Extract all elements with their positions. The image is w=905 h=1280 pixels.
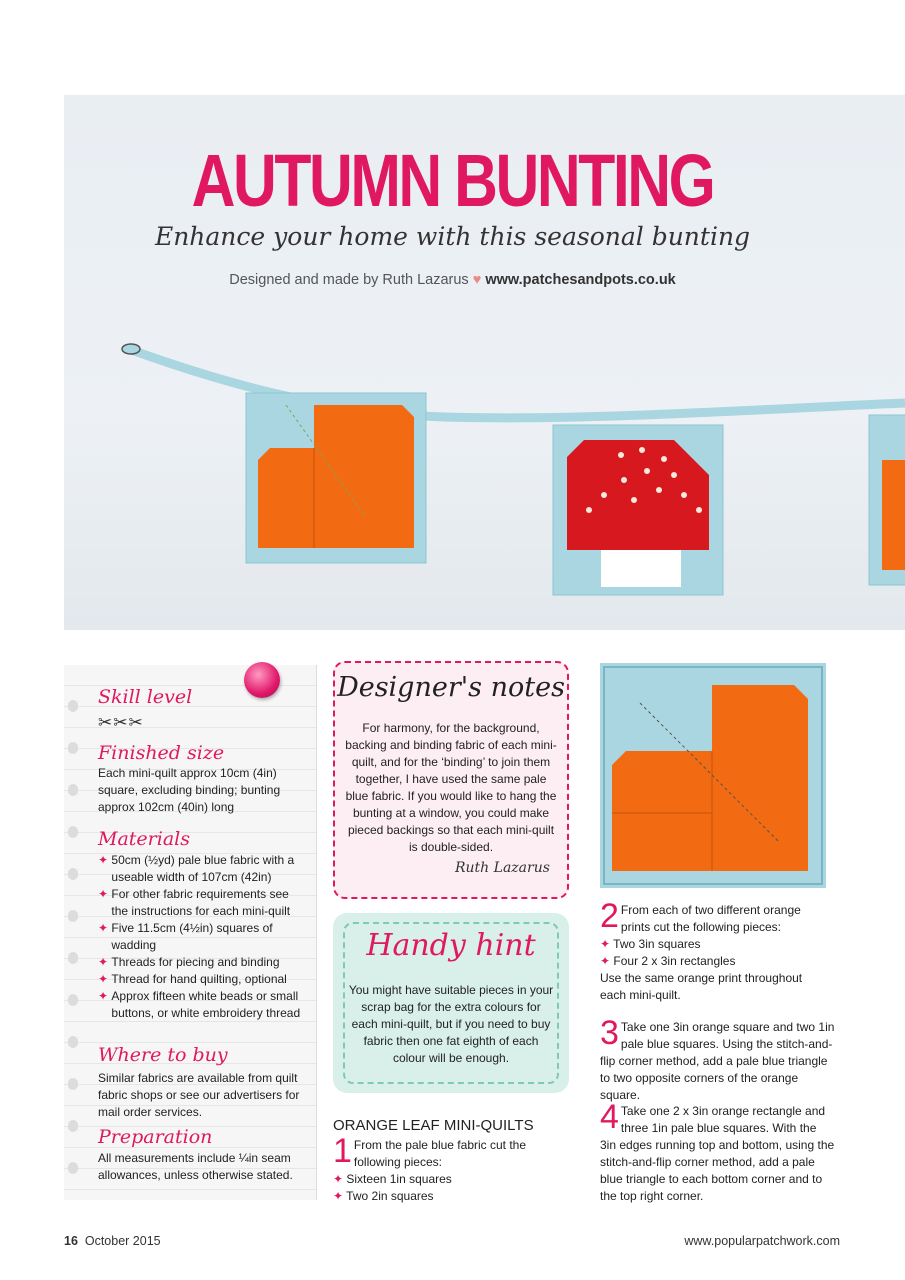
footer-url[interactable]: www.popularpatchwork.com — [684, 1234, 840, 1248]
notebook-holes — [64, 680, 78, 1200]
step-number: 4 — [600, 1098, 619, 1136]
designers-notes-text: For harmony, for the background, backing and binding fabric of each mini-quilt, and for the ‘binding’ to join them together, I have used the same pale blue fabric. If you would like to hang the bunting at a window, you could make pieced backings so that each mini-quilt is double-sided. — [345, 721, 557, 854]
list-item: ✦ Four 2 x 3in rectangles — [600, 954, 736, 968]
step-number: 2 — [600, 897, 619, 935]
handy-hint-heading: Handy hint — [366, 928, 536, 963]
designers-notes-heading: Designer's notes — [337, 672, 565, 703]
list-item: ✦ 50cm (½yd) pale blue fabric with a useable width of 107cm (42in) — [98, 853, 295, 884]
designer-url[interactable]: www.patchesandpots.co.uk — [485, 272, 676, 288]
designer-signature: Ruth Lazarus — [455, 860, 550, 876]
byline-text: Designed and made by Ruth Lazarus — [229, 272, 469, 288]
handy-hint-text: You might have suitable pieces in your scrap bag for the extra colours for each mini-quilt, but if you need to buy fabric then one fat eighth of each colour will be enough. — [348, 983, 554, 1065]
pushpin-icon — [244, 662, 280, 698]
skill-heading: Skill level — [98, 686, 193, 708]
page-title: AUTUMN BUNTING — [191, 139, 714, 222]
list-item: ✦ Thread for hand quilting, optional — [98, 972, 287, 986]
step-number: 3 — [600, 1014, 619, 1052]
list-item: ✦ For other fabric requirements see the instructions for each mini-quilt — [98, 887, 291, 918]
step-text: Take one 2 x 3in orange rectangle and three 1in pale blue squares. With the 3in edges running top and bottom, using the stitch-and-flip corner method, add a pale blue triangle to each bottom corner and to the top right corner. — [600, 1104, 835, 1203]
list-item: ✦ Threads for piecing and binding — [98, 955, 280, 969]
page-subtitle: Enhance your home with this seasonal bunting — [154, 222, 751, 251]
list-item: ✦ Sixteen 1in squares — [333, 1172, 452, 1186]
materials-heading: Materials — [98, 828, 190, 850]
finished-size-text: Each mini-quilt approx 10cm (4in) square, excluding binding; bunting approx 102cm (40in) long — [98, 766, 281, 814]
where-to-buy-heading: Where to buy — [98, 1044, 228, 1066]
step-number: 1 — [333, 1132, 352, 1170]
byline — [0, 272, 905, 288]
issue-date: October 2015 — [84, 1234, 161, 1248]
section-title: ORANGE LEAF MINI-QUILTS — [333, 1117, 534, 1134]
mushroom-flag — [553, 425, 723, 595]
footer-left — [64, 1234, 161, 1248]
materials-list — [98, 852, 306, 1022]
step-note: Use the same orange print throughout each mini-quilt. — [600, 971, 803, 1002]
preparation-heading: Preparation — [98, 1126, 213, 1148]
leaf-flag — [246, 393, 426, 563]
preparation-text: All measurements include ¼in seam allowances, unless otherwise stated. — [98, 1151, 293, 1182]
step-2 — [600, 897, 830, 1004]
step-text: Take one 3in orange square and two 1in pale blue squares. Using the stitch-and-flip corner method, add a pale blue triangle to two opposite corners of the orange square. — [600, 1020, 835, 1102]
heart-icon: ♥ — [472, 272, 482, 288]
step-4 — [600, 1098, 835, 1205]
list-item: ✦ Two 3in squares — [600, 937, 701, 951]
step-text: From each of two different orange prints cut the following pieces: — [620, 903, 801, 934]
leaf-block-photo — [600, 663, 826, 888]
list-item: ✦ Two 2in squares — [333, 1189, 434, 1203]
scissors-icon: ✂✂✂ — [98, 713, 144, 732]
where-to-buy-text: Similar fabrics are available from quilt fabric shops or see our advertisers for mail order services. — [98, 1071, 300, 1119]
page-number: 16 — [64, 1234, 78, 1248]
list-item: ✦ Five 11.5cm (4½in) squares of wadding — [98, 921, 273, 952]
step-1 — [333, 1132, 569, 1205]
step-3 — [600, 1014, 840, 1104]
list-item: ✦ Approx fifteen white beads or small buttons, or white embroidery thread — [98, 989, 301, 1020]
finished-size-heading: Finished size — [98, 742, 225, 764]
step-text: From the pale blue fabric cut the following pieces: — [353, 1138, 527, 1169]
